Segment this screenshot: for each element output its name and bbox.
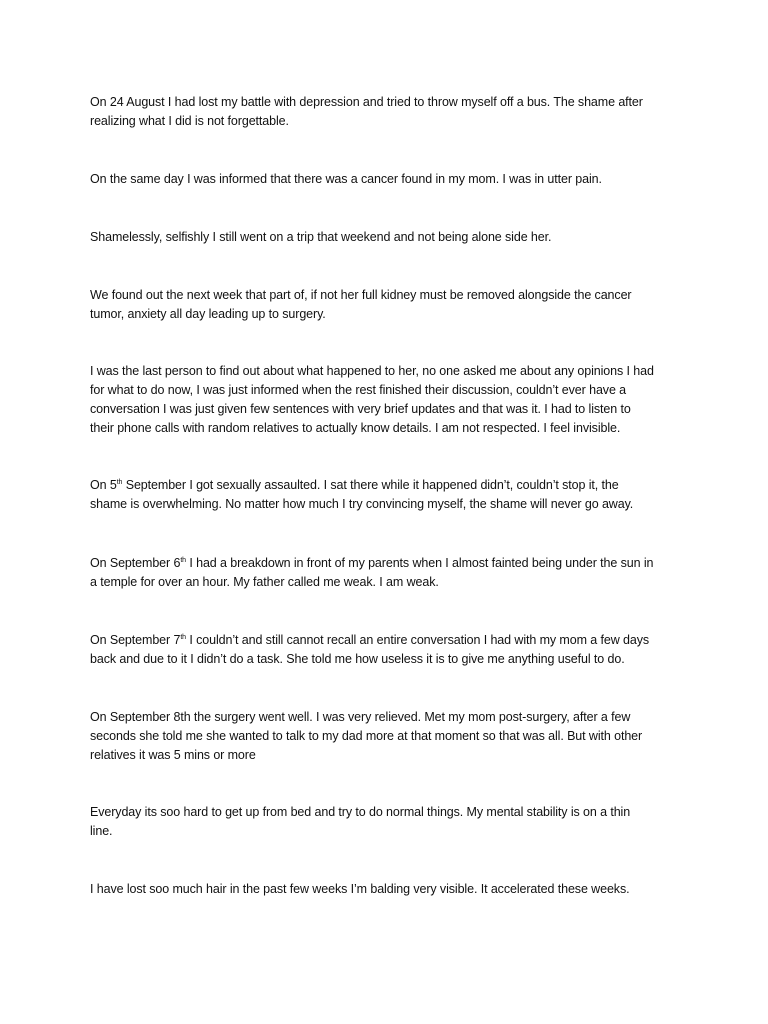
ordinal-suffix: th [116, 479, 123, 486]
ordinal-suffix: th [180, 557, 186, 564]
text-line: Everyday its soo hard to get up from bed and try to do normal things. My mental stability is on a thin [90, 805, 631, 819]
text-fragment: I had a breakdown in front of my parents when I almost fainted being under the sun in [185, 556, 654, 570]
text-line: realizing what I did is not forgettable. [90, 114, 289, 128]
text-line: On the same day I was informed that there was a cancer found in my mom. I was in utter pain. [90, 172, 602, 186]
text-line: shame is overwhelming. No matter how much I try convincing myself, the shame will never go away. [90, 497, 634, 511]
text-fragment: On September 6 [90, 556, 181, 570]
paragraph-last-to-know [90, 362, 690, 438]
paragraph-24-august [90, 93, 690, 131]
text-line: We found out the next week that part of, if not her full kidney must be removed alongside the cancer [90, 288, 632, 302]
paragraph-trip-weekend [90, 228, 690, 247]
paragraph-hair-loss [90, 880, 690, 899]
text-line: a temple for over an hour. My father called me weak. I am weak. [90, 575, 439, 589]
text-line: their phone calls with random relatives to actually know details. I am not respected. I feel invisible. [90, 421, 621, 435]
text-fragment: September I got sexually assaulted. I sat there while it happened didn’t, couldn’t stop it, the [122, 478, 619, 492]
text-line [90, 554, 690, 573]
text-line: Shamelessly, selfishly I still went on a trip that weekend and not being alone side her. [90, 230, 552, 244]
text-line: tumor, anxiety all day leading up to surgery. [90, 307, 326, 321]
text-line: seconds she told me she wanted to talk to my dad more at that moment so that was all. But with other [90, 729, 643, 743]
text-line: On September 8th the surgery went well. I was very relieved. Met my mom post-surgery, after a few [90, 710, 631, 724]
paragraph-5th-september [90, 476, 690, 514]
text-line: relatives it was 5 mins or more [90, 748, 256, 762]
paragraph-6th-september [90, 554, 690, 592]
paragraph-everyday [90, 803, 690, 841]
ordinal-suffix: th [180, 634, 186, 641]
text-fragment: I couldn’t and still cannot recall an entire conversation I had with my mom a few days [185, 633, 650, 647]
text-line: line. [90, 824, 113, 838]
text-line: back and due to it I didn’t do a task. She told me how useless it is to give me anything useful to do. [90, 652, 625, 666]
paragraph-cancer-found [90, 170, 690, 189]
text-fragment: On 5 [90, 478, 117, 492]
paragraph-7th-september [90, 631, 690, 669]
text-line: I was the last person to find out about what happened to her, no one asked me about any opinions I had [90, 364, 654, 378]
text-fragment: On September 7 [90, 633, 181, 647]
text-line [90, 476, 690, 495]
text-line: I have lost soo much hair in the past few weeks I’m balding very visible. It accelerated these weeks. [90, 882, 630, 896]
text-line: conversation I was just given few sentences with very brief updates and that was it. I had to listen to [90, 402, 631, 416]
text-line: On 24 August I had lost my battle with depression and tried to throw myself off a bus. The shame after [90, 95, 643, 109]
text-line: for what to do now, I was just informed when the rest finished their discussion, couldn’t ever have a [90, 383, 627, 397]
paragraph-8th-september [90, 708, 690, 765]
text-line [90, 631, 690, 650]
paragraph-kidney [90, 286, 690, 324]
